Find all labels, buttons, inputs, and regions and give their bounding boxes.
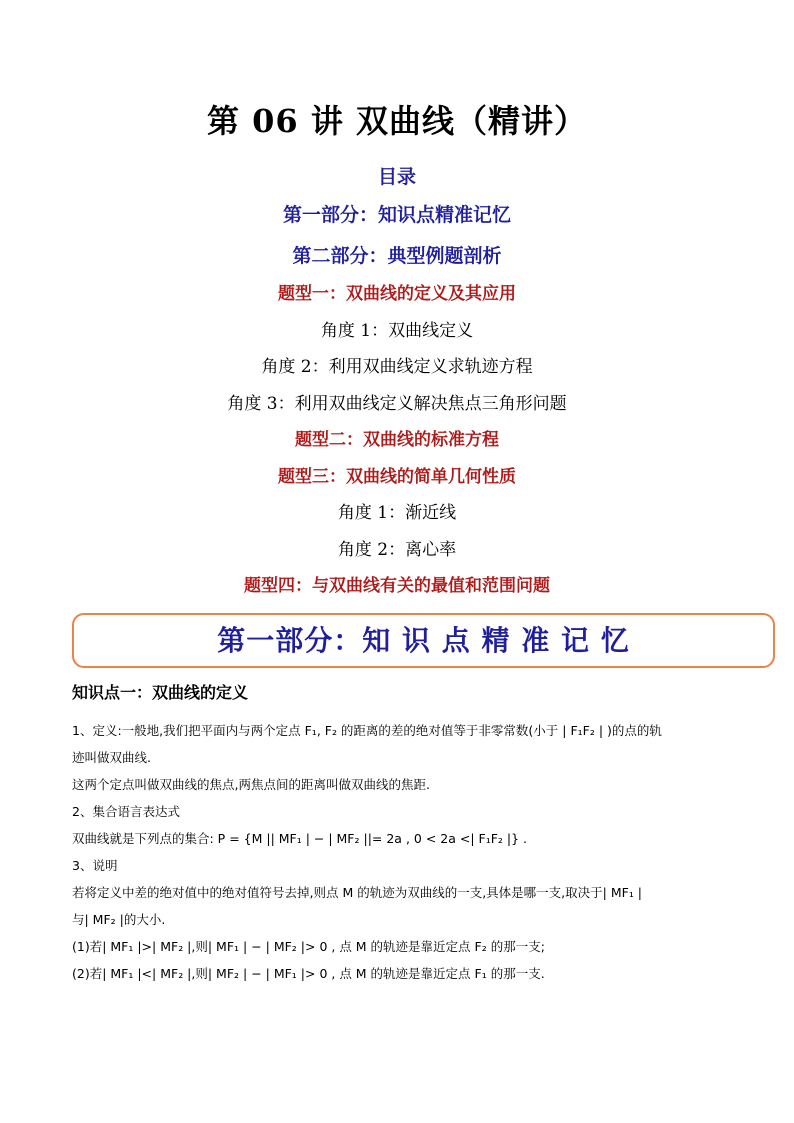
set-expression: 双曲线就是下列点的集合: P = {M || MF₁ | − | MF₂ ||= 2a , 0 < 2a <| F₁F₂ |} . [72, 831, 527, 846]
knowledge-point-title: 知识点一：双曲线的定义 [72, 683, 249, 702]
definition-line: 迹叫做双曲线. [72, 750, 151, 765]
table-of-contents [0, 160, 794, 605]
case-2: (2)若| MF₁ |<| MF₂ |,则| MF₂ | − | MF₁ |> 0 , 点 M 的轨迹是靠近定点 F₁ 的那一支. [72, 966, 545, 981]
toc-part1: 第一部分：知识点精准记忆 [282, 204, 511, 226]
focus-line: 这两个定点叫做双曲线的焦点,两焦点间的距离叫做双曲线的焦距. [72, 777, 430, 792]
toc-type-item: 题型四：与双曲线有关的最值和范围问题 [244, 576, 550, 596]
set-heading: 2、集合语言表达式 [72, 804, 180, 819]
toc-angle-item: 角度 2：利用双曲线定义求轨迹方程 [261, 357, 533, 377]
section-banner: 第一部分：知 识 点 精 准 记 忆 [72, 613, 775, 668]
note-line: 与| MF₂ |的大小. [72, 912, 166, 927]
toc-angle-item: 角度 3：利用双曲线定义解决焦点三角形问题 [227, 393, 567, 414]
knowledge-point-1 [72, 680, 772, 987]
toc-type-item: 题型一：双曲线的定义及其应用 [278, 284, 516, 304]
toc-part2: 第二部分：典型例题剖析 [292, 245, 502, 267]
toc-angle-item: 角度 1：渐近线 [337, 503, 457, 523]
note-line: 若将定义中差的绝对值中的绝对值符号去掉,则点 M 的轨迹为双曲线的一支,具体是哪一支,取决于| MF₁ | [72, 885, 643, 900]
toc-heading: 目录 [377, 166, 416, 188]
note-heading: 3、说明 [72, 858, 118, 873]
toc-type-item: 题型二：双曲线的标准方程 [295, 430, 499, 450]
definition-line: 1、定义:一般地,我们把平面内与两个定点 F₁, F₂ 的距离的差的绝对值等于非零常数(小于 | F₁F₂ | )的点的轨 [72, 723, 662, 738]
toc-type-item: 题型三：双曲线的简单几何性质 [278, 466, 516, 487]
toc-angle-item: 角度 1：双曲线定义 [320, 320, 474, 341]
toc-angle-item: 角度 2：离心率 [337, 539, 457, 560]
case-1: (1)若| MF₁ |>| MF₂ |,则| MF₁ | − | MF₂ |> 0 , 点 M 的轨迹是靠近定点 F₂ 的那一支; [72, 939, 545, 954]
toc-item-list [0, 276, 794, 605]
document-title: 第 06 讲 双曲线（精讲） [207, 102, 587, 140]
